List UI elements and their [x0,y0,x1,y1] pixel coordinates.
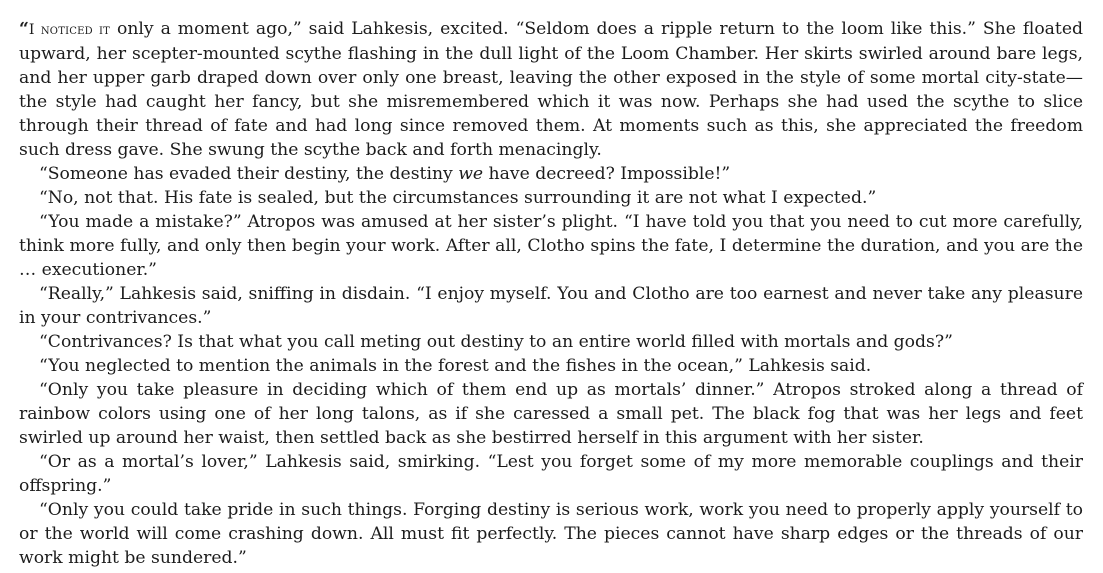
paragraph [19,498,1083,570]
paragraph [19,17,1083,162]
paragraph [19,210,1083,282]
paragraph-text: “You made a mistake?” Atropos was amused at her sister’s plight. “I have told you that you need to cut more carefully, think more fully, and only then begin your work. After all, Clotho spins the fate, I determine the duration, and you are the … executioner.” [19,212,1083,280]
text-body [19,17,1083,570]
paragraph [19,162,1083,186]
opening-quote-mark: “ [19,19,29,39]
paragraph-text: “Contrivances? Is that what you call meting out destiny to an entire world filled with mortals and gods?” [39,332,953,352]
paragraph-text: “Really,” Lahkesis said, sniffing in disdain. “I enjoy myself. You and Clotho are too earnest and never take any pleasure in your contrivances.” [19,284,1083,328]
paragraph-text: only a moment ago,” said Lahkesis, excited. “Seldom does a ripple return to the loom like this.” She floated upward, her scepter-mounted scythe flashing in the dull light of the Loom Chamber. Her skirts swirled around bare legs, and her upper garb draped down over only one breast, leaving the other exposed in the style of some mortal city-state—the style had caught her fancy, but she misremembered which it was now. Perhaps she had used the scythe to slice through their thread of fate and had long since removed them. At moments such as this, she appreciated the freedom such dress gave. She swung the scythe back and forth menacingly. [19,19,1083,160]
paragraph [19,378,1083,450]
paragraph-text: “Only you could take pride in such things. Forging destiny is serious work, work you need to properly apply yourself to or the world will come crashing down. All must fit perfectly. The pieces cannot have sharp edges or the threads of our work might be sundered.” [19,500,1083,568]
paragraph-text: “Only you take pleasure in deciding which of them end up as mortals’ dinner.” Atropos stroked along a thread of rainbow colors using one of her long talons, as if she caressed a small pet. The black fog that was her legs and feet swirled up around her waist, then settled back as she bestirred herself in this argument with her sister. [19,380,1083,448]
paragraph-text: have decreed? Impossible!” [483,164,731,184]
paragraph [19,186,1083,210]
paragraph-text: “No, not that. His fate is sealed, but the circumstances surrounding it are not what I expected.” [39,188,877,208]
paragraph [19,330,1083,354]
paragraph-text: “Someone has evaded their destiny, the destiny [39,164,459,184]
paragraph [19,354,1083,378]
paragraph [19,450,1083,498]
paragraph-text: “You neglected to mention the animals in the forest and the fishes in the ocean,” Lahkesis said. [39,356,872,376]
chapter-lead-in: I noticed it [28,22,110,38]
paragraph [19,282,1083,330]
paragraph-text: “Or as a mortal’s lover,” Lahkesis said, smirking. “Lest you forget some of my more memorable couplings and their offspring.” [19,452,1083,496]
emphasis-text: we [458,164,484,184]
